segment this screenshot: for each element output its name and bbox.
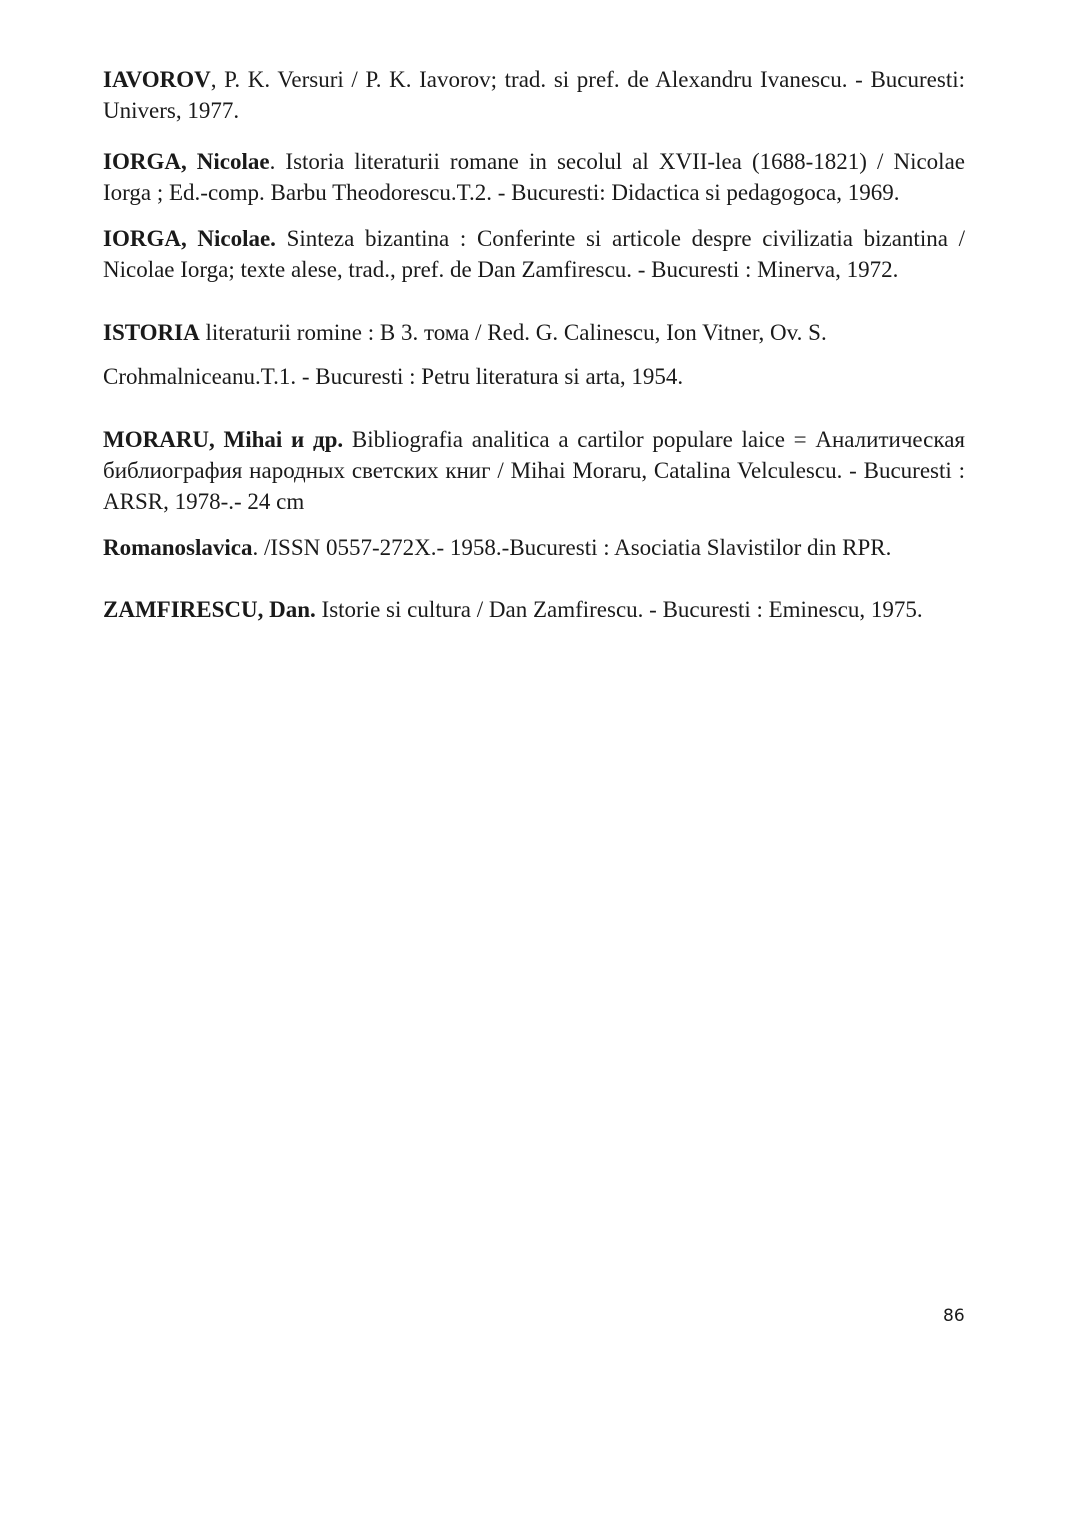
entry-text: . /ISSN 0557-272X.- 1958.-Bucuresti : Asociatia Slavistilor din RPR. [252, 535, 892, 560]
bibliography-entry-romanoslavica [103, 532, 965, 563]
bibliography-entry-iorga-istoria [103, 146, 965, 208]
entry-text-continuation: Crohmalniceanu.T.1. - Bucuresti : Petru literatura si arta, 1954. [103, 364, 684, 389]
entry-heading: MORARU, Mihai и др. [103, 427, 344, 452]
bibliography-entry-zamfirescu [103, 594, 965, 625]
entry-text: literaturii romine : В 3. тома / Red. G. Calinescu, Ion Vitner, Ov. S. [199, 320, 827, 345]
entry-heading: Romanoslavica [103, 535, 253, 560]
entry-text: , P. K. Versuri / P. K. Iavorov; trad. si pref. de Alexandru Ivanescu. - Bucuresti: Univers, 1977. [103, 67, 965, 123]
entry-heading: ISTORIA [103, 320, 200, 345]
entry-text: Istorie si cultura / Dan Zamfirescu. - Bucuresti : Eminescu, 1975. [315, 597, 923, 622]
entry-heading: IORGA, Nicolae. [103, 226, 276, 251]
entry-heading: IAVOROV [103, 67, 211, 92]
entry-text: Bibliografia analitica a cartilor populare laice = Аналитическая библиография народных светских книг / Mihai Moraru, Catalina Velculescu. - Bucuresti : ARSR, 1978-.- 24 cm [103, 427, 965, 514]
entry-text: Sinteza bizantina : Conferinte si articole despre civilizatia bizantina / Nicolae Iorga; texte alese, trad., pref. de Dan Zamfirescu. - Bucuresti : Minerva, 1972. [103, 226, 965, 282]
bibliography-entry-iavorov [103, 64, 965, 126]
bibliography-list [103, 64, 965, 625]
bibliography-entry-istoria [103, 317, 965, 392]
entry-heading: ZAMFIRESCU, Dan. [103, 597, 316, 622]
entry-heading: IORGA, Nicolae [103, 149, 270, 174]
entry-text: . Istoria literaturii romane in secolul al XVII-lea (1688-1821) / Nicolae Iorga ; Ed.-comp. Barbu Theodorescu.T.2. - Bucuresti: Didactica si pedagogoca, 1969. [103, 149, 965, 205]
page-number: 86 [943, 1306, 965, 1326]
bibliography-entry-iorga-sinteza [103, 223, 965, 285]
bibliography-entry-moraru [103, 424, 965, 517]
